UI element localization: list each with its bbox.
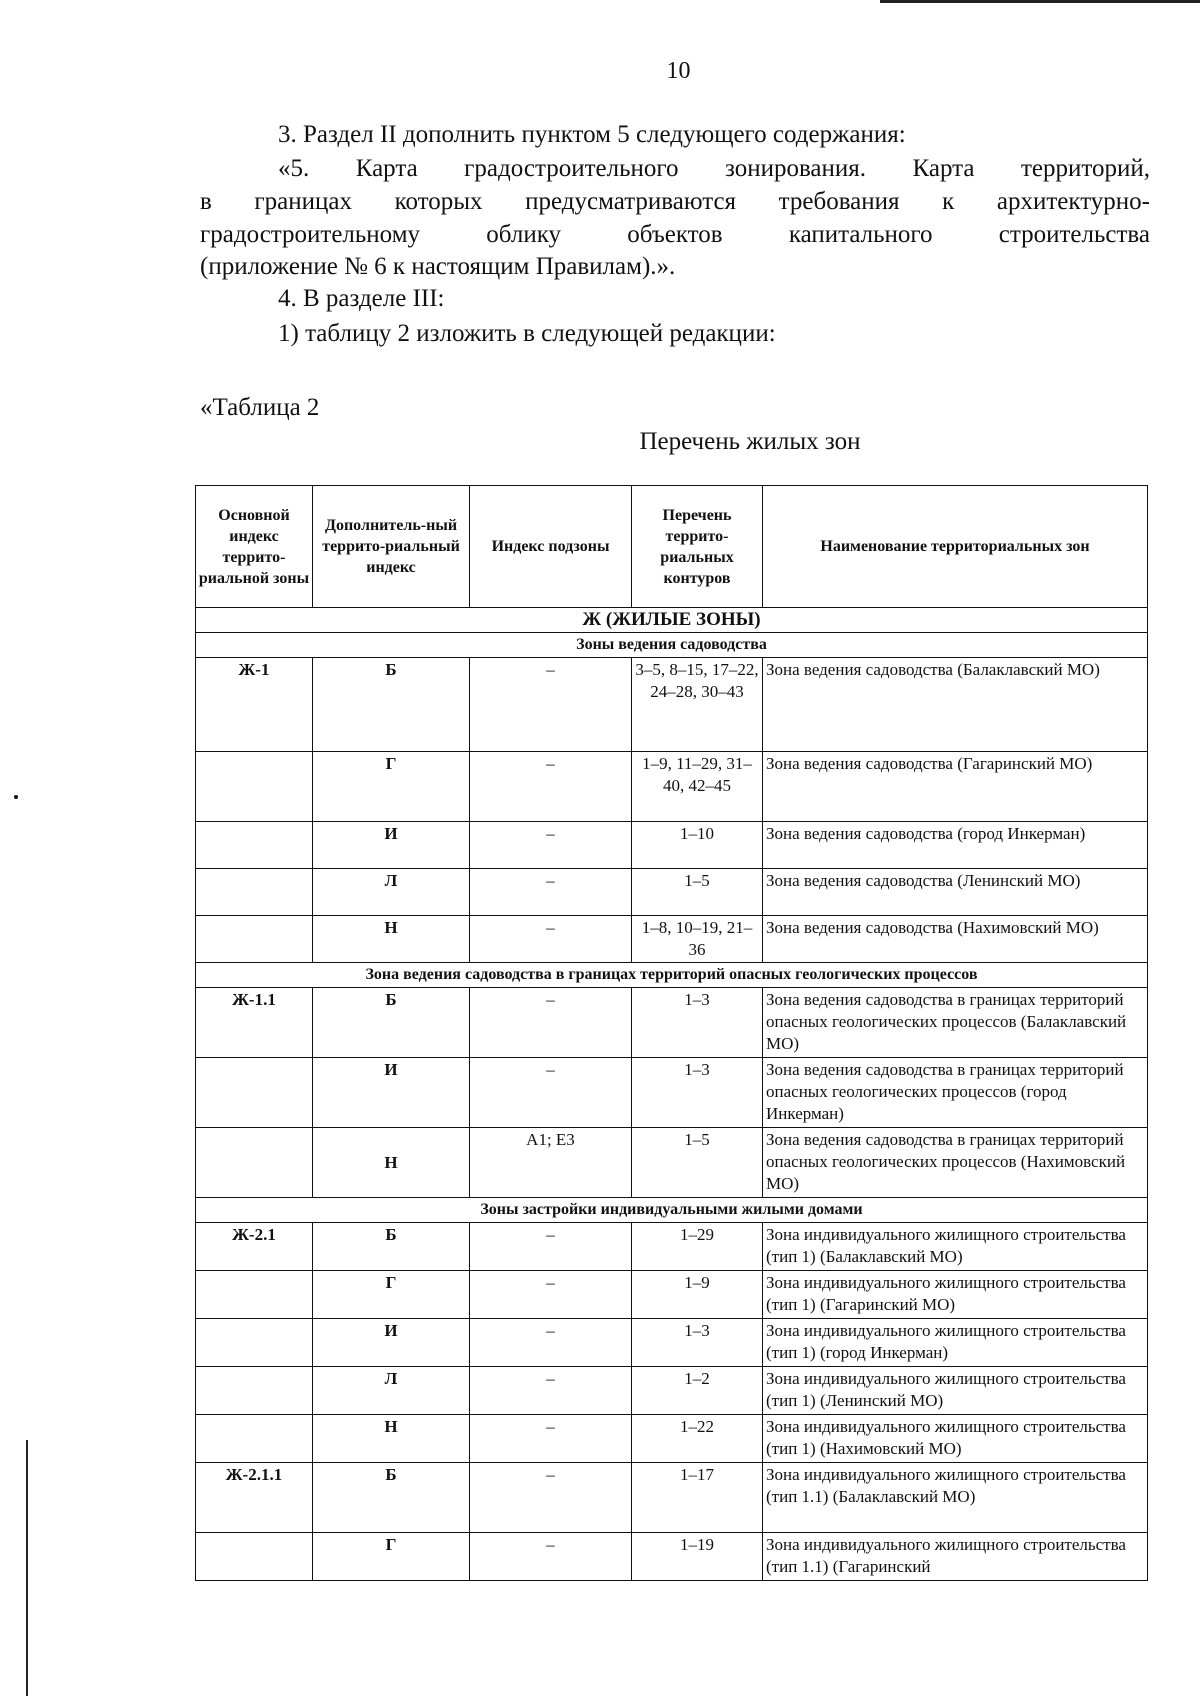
- zone-name-cell: Зона ведения садоводства в границах территорий опасных геологических процессов (Нахимовский МО): [763, 1128, 1148, 1198]
- header-contours: Перечень террито-риальных контуров: [632, 486, 763, 608]
- section-title: Ж (ЖИЛЫЕ ЗОНЫ): [196, 608, 1148, 633]
- group-subtitle: Зона ведения садоводства в границах территорий опасных геологических процессов: [196, 963, 1148, 988]
- table-row: [196, 1415, 1148, 1463]
- contours-cell: 1–3: [632, 1058, 763, 1128]
- zone-name-cell: Зона ведения садоводства в границах территорий опасных геологических процессов (Балаклавский МО): [763, 988, 1148, 1058]
- word: границах: [254, 188, 352, 215]
- extra-index-cell: Б: [313, 1463, 470, 1533]
- extra-index-cell: Н: [313, 1415, 470, 1463]
- table-title: Перечень жилых зон: [639, 428, 861, 455]
- contours-cell: 1–2: [632, 1367, 763, 1415]
- header-extra-index: Дополнитель-ный террито-риальный индекс: [313, 486, 470, 608]
- subzone-cell: –: [470, 1223, 632, 1271]
- main-index-cell-empty: [196, 822, 313, 869]
- contours-cell: 1–29: [632, 1223, 763, 1271]
- subtitle-row: [196, 963, 1148, 988]
- zone-name-cell: Зона ведения садоводства в границах территорий опасных геологических процессов (город Инкерман): [763, 1058, 1148, 1128]
- word: капитального: [788, 221, 933, 248]
- top-border-line: [880, 0, 1200, 3]
- contours-cell: 1–10: [632, 822, 763, 869]
- subzone-cell: –: [470, 988, 632, 1058]
- main-index-cell: Ж-1.1: [196, 988, 313, 1058]
- extra-index-cell: Б: [313, 658, 470, 752]
- word: к: [942, 188, 955, 215]
- zone-name-cell: Зона индивидуального жилищного строительства (тип 1.1) (Балаклавский МО): [763, 1463, 1148, 1533]
- main-index-cell: Ж-2.1: [196, 1223, 313, 1271]
- subzone-cell: –: [470, 916, 632, 963]
- word: которых: [394, 188, 483, 215]
- word: «5.: [278, 155, 310, 182]
- subzone-cell: –: [470, 1058, 632, 1128]
- extra-index-cell: Б: [313, 1223, 470, 1271]
- extra-index-cell: Л: [313, 869, 470, 916]
- table-row: [196, 822, 1148, 869]
- word: в: [200, 188, 212, 215]
- contours-cell: 1–17: [632, 1463, 763, 1533]
- main-index-cell-empty: [196, 1415, 313, 1463]
- paragraph-2-line-3: [200, 221, 1150, 249]
- subzone-cell: А1; Е3: [470, 1128, 632, 1198]
- zone-name-cell: Зона ведения садоводства (Ленинский МО): [763, 869, 1148, 916]
- word: облику: [486, 221, 562, 248]
- zone-name-cell: Зона индивидуального жилищного строительства (тип 1) (город Инкерман): [763, 1319, 1148, 1367]
- contours-cell: 1–9, 11–29, 31–40, 42–45: [632, 752, 763, 822]
- word: требования: [778, 188, 900, 215]
- zone-name-cell: Зона ведения садоводства (Балаклавский МО): [763, 658, 1148, 752]
- main-index-cell-empty: [196, 1128, 313, 1198]
- scan-speck: [14, 795, 18, 799]
- extra-index-cell: И: [313, 822, 470, 869]
- contours-cell: 3–5, 8–15, 17–22, 24–28, 30–43: [632, 658, 763, 752]
- main-index-cell-empty: [196, 1058, 313, 1128]
- table-label: «Таблица 2: [200, 394, 320, 421]
- table-row: [196, 1463, 1148, 1533]
- word: зонирования.: [724, 155, 867, 182]
- zone-name-cell: Зона индивидуального жилищного строительства (тип 1) (Нахимовский МО): [763, 1415, 1148, 1463]
- main-index-cell-empty: [196, 1271, 313, 1319]
- extra-index-cell: Г: [313, 752, 470, 822]
- contours-cell: 1–9: [632, 1271, 763, 1319]
- extra-index-cell: Н: [313, 916, 470, 963]
- subzone-cell: –: [470, 1367, 632, 1415]
- subzone-cell: –: [470, 1463, 632, 1533]
- zone-name-cell: Зона индивидуального жилищного строительства (тип 1) (Гагаринский МО): [763, 1271, 1148, 1319]
- table-row: [196, 1223, 1148, 1271]
- table-row: [196, 988, 1148, 1058]
- header-main-index: Основной индекс террито-риальной зоны: [196, 486, 313, 608]
- main-index-cell: Ж-1: [196, 658, 313, 752]
- main-index-cell-empty: [196, 1533, 313, 1581]
- zone-name-cell: Зона индивидуального жилищного строительства (тип 1.1) (Гагаринский: [763, 1533, 1148, 1581]
- subtitle-row: [196, 1198, 1148, 1223]
- subzone-cell: –: [470, 1533, 632, 1581]
- word: строительства: [998, 221, 1150, 248]
- table-row: [196, 1319, 1148, 1367]
- contours-cell: 1–8, 10–19, 21–36: [632, 916, 763, 963]
- paragraph-1: 3. Раздел II дополнить пунктом 5 следующего содержания:: [278, 121, 906, 148]
- extra-index-cell: Н: [313, 1128, 470, 1198]
- word: градостроительного: [464, 155, 679, 182]
- main-index-cell-empty: [196, 916, 313, 963]
- extra-index-cell: И: [313, 1058, 470, 1128]
- extra-index-cell: Г: [313, 1533, 470, 1581]
- residential-zones-table: [195, 485, 1148, 1581]
- contours-cell: 1–22: [632, 1415, 763, 1463]
- contours-cell: 1–5: [632, 869, 763, 916]
- subzone-cell: –: [470, 1271, 632, 1319]
- table-row: [196, 658, 1148, 752]
- header-zone-name: Наименование территориальных зон: [763, 486, 1148, 608]
- table-row: [196, 869, 1148, 916]
- table-row: [196, 1058, 1148, 1128]
- subzone-cell: –: [470, 869, 632, 916]
- paragraph-2-line-4: (приложение № 6 к настоящим Правилам).».: [200, 253, 676, 280]
- table-row: [196, 1128, 1148, 1198]
- group-subtitle: Зоны застройки индивидуальными жилыми домами: [196, 1198, 1148, 1223]
- paragraph-4: 1) таблицу 2 изложить в следующей редакции:: [278, 320, 776, 347]
- extra-index-cell: Б: [313, 988, 470, 1058]
- word: территорий,: [1020, 155, 1150, 182]
- contours-cell: 1–19: [632, 1533, 763, 1581]
- subzone-cell: –: [470, 752, 632, 822]
- zone-name-cell: Зона ведения садоводства (Гагаринский МО): [763, 752, 1148, 822]
- section-row: [196, 608, 1148, 633]
- contours-cell: 1–3: [632, 1319, 763, 1367]
- table-row: [196, 1533, 1148, 1581]
- zone-name-cell: Зона ведения садоводства (город Инкерман): [763, 822, 1148, 869]
- table-row: [196, 1367, 1148, 1415]
- zone-name-cell: Зона индивидуального жилищного строительства (тип 1) (Балаклавский МО): [763, 1223, 1148, 1271]
- main-index-cell-empty: [196, 752, 313, 822]
- subzone-cell: –: [470, 822, 632, 869]
- main-index-cell: Ж-2.1.1: [196, 1463, 313, 1533]
- subzone-cell: –: [470, 1319, 632, 1367]
- main-index-cell-empty: [196, 1367, 313, 1415]
- contours-cell: 1–5: [632, 1128, 763, 1198]
- word: градостроительному: [200, 221, 421, 248]
- word: архитектурно-: [996, 188, 1150, 215]
- header-subzone-index: Индекс подзоны: [470, 486, 632, 608]
- subzone-cell: –: [470, 1415, 632, 1463]
- extra-index-cell: Г: [313, 1271, 470, 1319]
- page-number: 10: [666, 58, 691, 84]
- paragraph-3: 4. В разделе III:: [278, 285, 445, 312]
- subtitle-row: [196, 633, 1148, 658]
- contours-cell: 1–3: [632, 988, 763, 1058]
- paragraph-2-line-1: [200, 155, 1150, 183]
- subzone-cell: –: [470, 658, 632, 752]
- word: Карта: [355, 155, 418, 182]
- extra-index-cell: И: [313, 1319, 470, 1367]
- table-header-row: [196, 486, 1148, 608]
- word: объектов: [627, 221, 723, 248]
- group-subtitle: Зоны ведения садоводства: [196, 633, 1148, 658]
- extra-index-cell: Л: [313, 1367, 470, 1415]
- word: Карта: [912, 155, 975, 182]
- main-index-cell-empty: [196, 1319, 313, 1367]
- left-margin-line: [26, 1440, 28, 1696]
- table-row: [196, 1271, 1148, 1319]
- zone-name-cell: Зона индивидуального жилищного строительства (тип 1) (Ленинский МО): [763, 1367, 1148, 1415]
- zone-name-cell: Зона ведения садоводства (Нахимовский МО): [763, 916, 1148, 963]
- table-row: [196, 752, 1148, 822]
- main-index-cell-empty: [196, 869, 313, 916]
- paragraph-2-line-2: [200, 188, 1150, 216]
- word: предусматриваются: [525, 188, 737, 215]
- table-row: [196, 916, 1148, 963]
